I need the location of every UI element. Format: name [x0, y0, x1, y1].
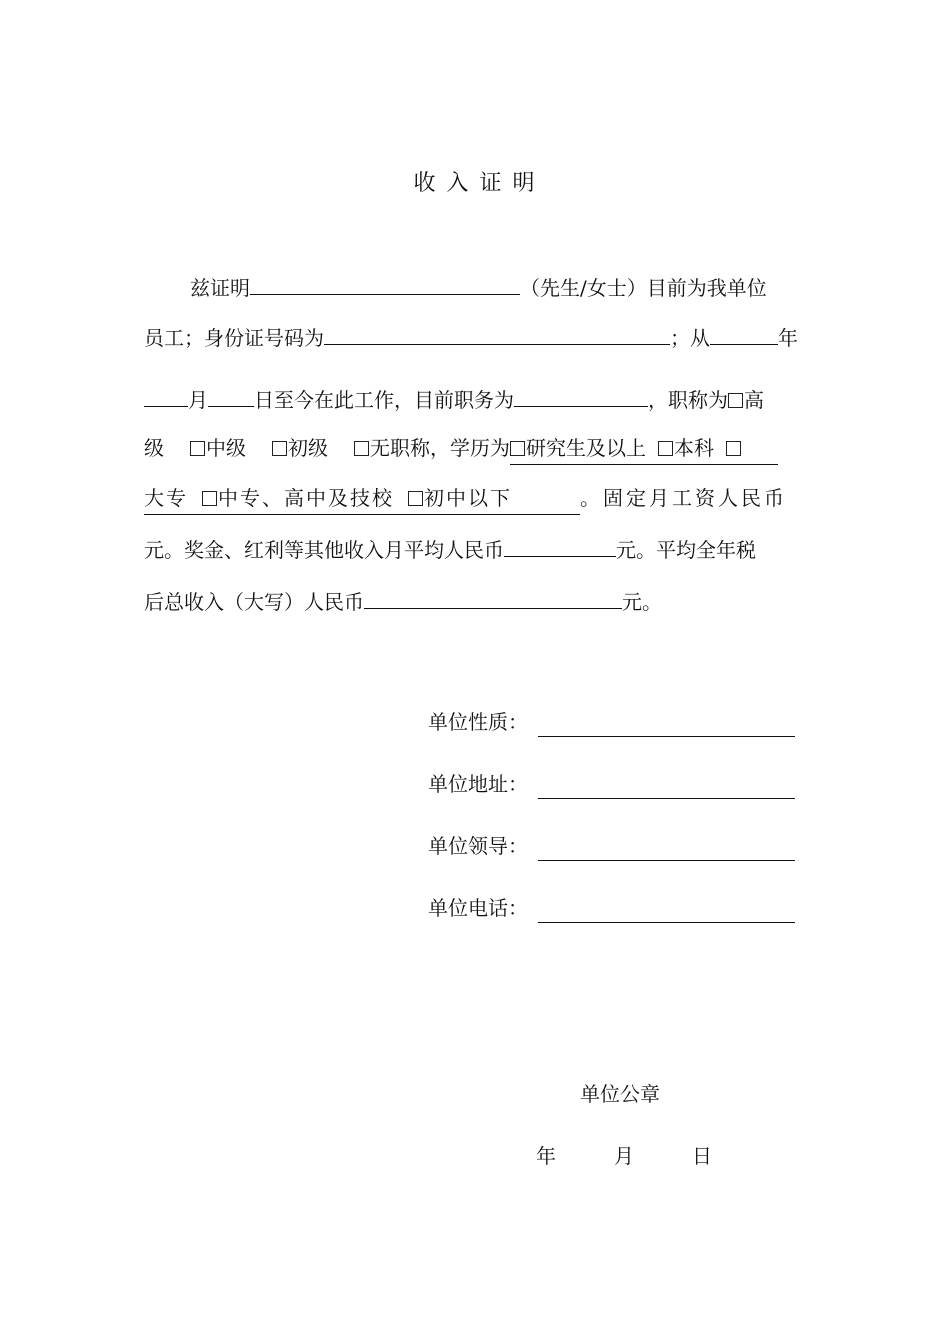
text-certify: 兹证明 — [190, 276, 250, 300]
body-line-6 — [144, 534, 806, 562]
checkbox-secondary[interactable] — [202, 491, 217, 506]
unit-leader-field[interactable] — [538, 860, 795, 861]
text-id-number: 员工；身份证号码为 — [144, 326, 324, 350]
checkbox-bachelor[interactable] — [658, 441, 673, 456]
checkbox-junior[interactable] — [272, 441, 287, 456]
text-month: 月 — [188, 388, 208, 412]
body-line-3 — [144, 384, 806, 412]
text-college: 大专 — [144, 486, 188, 510]
text-secondary: 中专、高中及技校 — [218, 486, 394, 510]
total-income-blank[interactable] — [364, 586, 622, 609]
checkbox-college[interactable] — [726, 441, 741, 456]
body-line-7 — [144, 586, 806, 614]
unit-nature-field[interactable] — [538, 736, 795, 737]
unit-address-field[interactable] — [538, 798, 795, 799]
text-year: 年 — [778, 326, 798, 350]
label-unit-leader: 单位领导： — [428, 834, 528, 858]
name-blank[interactable] — [250, 272, 520, 295]
document-title: 收 入 证 明 — [413, 171, 537, 196]
unit-phone-field[interactable] — [538, 922, 795, 923]
text-middle-school: 初中以下 — [424, 486, 512, 510]
text-gender: （先生/女士）目前为我单位 — [520, 276, 767, 300]
label-unit-nature: 单位性质： — [428, 710, 528, 734]
text-junior: 初级 — [288, 436, 328, 460]
text-annual: 元。平均全年税 — [616, 538, 756, 562]
body-line-5 — [144, 484, 806, 512]
text-senior-2: 级 — [144, 436, 164, 460]
start-year-blank[interactable] — [710, 322, 778, 345]
bonus-blank[interactable] — [504, 534, 616, 557]
text-senior: 高 — [744, 388, 764, 412]
text-total-income: 后总收入（大写）人民币 — [144, 590, 364, 614]
label-unit-phone: 单位电话： — [428, 896, 528, 920]
label-unit-address: 单位地址： — [428, 772, 528, 796]
text-from: ；从 — [670, 326, 710, 350]
checkbox-no-title[interactable] — [354, 441, 369, 456]
text-bonus: 元。奖金、红利等其他收入月平均人民币 — [144, 538, 504, 562]
date-day: 日 — [692, 1144, 712, 1168]
date-month: 月 — [614, 1144, 634, 1168]
body-line-4 — [144, 434, 806, 462]
education-underline — [510, 434, 778, 465]
checkbox-senior[interactable] — [728, 393, 743, 408]
text-title: ，职称为 — [648, 388, 728, 412]
body-line-1 — [144, 272, 806, 300]
text-postgraduate: 研究生及以上 — [526, 436, 646, 460]
position-blank[interactable] — [514, 384, 648, 407]
education-underline-2 — [144, 484, 580, 515]
text-monthly-salary: 。固定月工资人民币 — [580, 486, 787, 510]
text-yuan: 元。 — [622, 590, 662, 614]
text-no-title: 无职称，学历为 — [370, 436, 510, 460]
start-day-blank[interactable] — [208, 384, 254, 407]
checkbox-middle-school[interactable] — [408, 491, 423, 506]
checkbox-intermediate[interactable] — [190, 441, 205, 456]
text-intermediate: 中级 — [206, 436, 246, 460]
body-line-2 — [144, 322, 806, 350]
company-seal-label: 单位公章 — [580, 1082, 660, 1106]
checkbox-postgraduate[interactable] — [510, 441, 525, 456]
start-month-blank[interactable] — [144, 384, 188, 407]
id-number-blank[interactable] — [324, 322, 670, 345]
text-position: 日至今在此工作，目前职务为 — [254, 388, 514, 412]
date-year: 年 — [536, 1144, 556, 1168]
text-bachelor: 本科 — [674, 436, 714, 460]
